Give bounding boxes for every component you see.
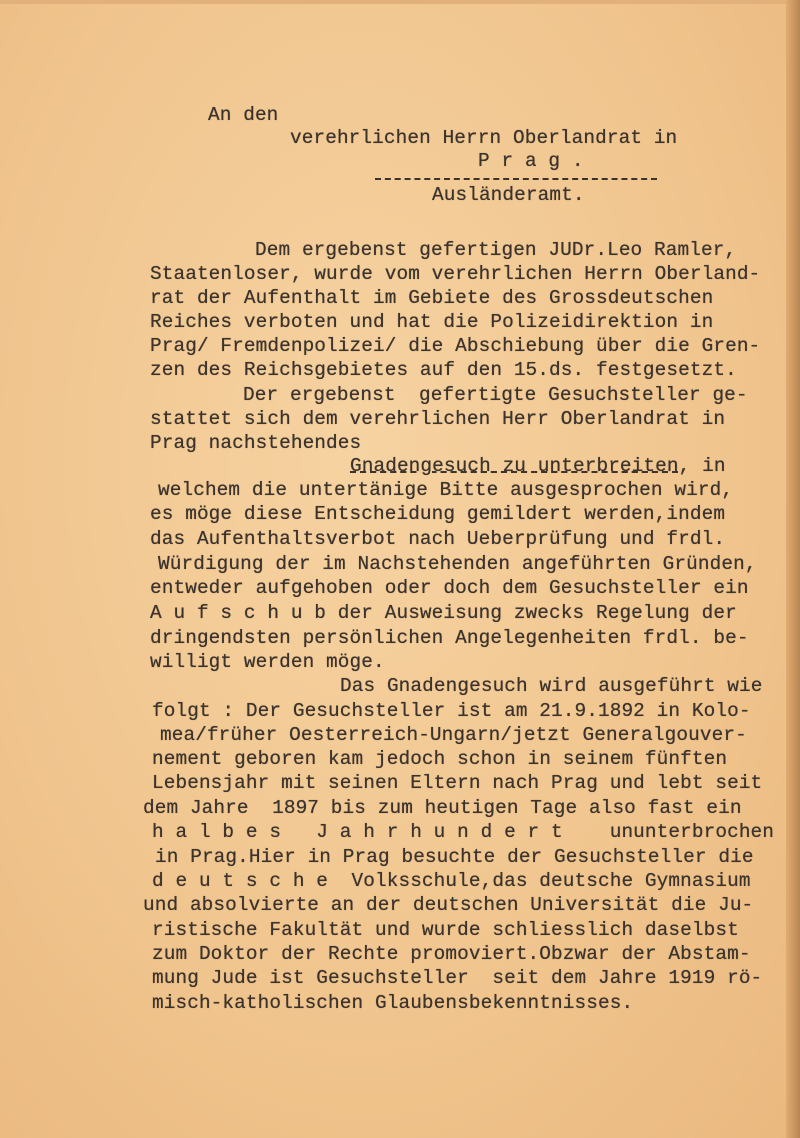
address-divider bbox=[375, 178, 657, 180]
body-line: es möge diese Entscheidung gemildert werden,indem bbox=[150, 503, 726, 525]
body-line: folgt : Der Gesuchsteller ist am 21.9.1892 in Kolo- bbox=[152, 700, 751, 722]
body-line: stattet sich dem verehrlichen Herr Oberlandrat in bbox=[150, 408, 726, 430]
body-line: zum Doktor der Rechte promoviert.Obzwar der Abstam- bbox=[152, 943, 751, 965]
salutation: An den bbox=[208, 104, 279, 126]
body-line bbox=[350, 457, 726, 476]
body-line: zen des Reichsgebietes auf den 15.ds. festgesetzt. bbox=[150, 359, 737, 381]
body-line: d e u t s c h e Volksschule,das deutsche Gymnasium bbox=[152, 870, 751, 892]
body-line: Der ergebenst gefertigte Gesuchsteller ge- bbox=[243, 384, 748, 406]
paper-right-edge bbox=[786, 0, 800, 1138]
body-line: Prag nachstehendes bbox=[150, 432, 362, 454]
body-line: h a l b e s J a h r h u n d e r t ununterbrochen bbox=[152, 821, 775, 843]
recipient-city: P r a g . bbox=[478, 150, 584, 172]
body-line: Lebensjahr mit seinen Eltern nach Prag und lebt seit bbox=[152, 772, 763, 794]
body-line: Prag/ Fremdenpolizei/ die Abschiebung über die Gren- bbox=[150, 335, 761, 357]
body-line: welchem die untertänige Bitte ausgesprochen wird, bbox=[158, 479, 734, 501]
body-line: entweder aufgehoben oder doch dem Gesuchsteller ein bbox=[150, 577, 749, 599]
petition-heading-suffix: , in bbox=[678, 455, 726, 477]
body-line: Würdigung der im Nachstehenden angeführten Gründen, bbox=[158, 553, 757, 575]
body-line: mea/früher Oesterreich-Ungarn/jetzt Generalgouver- bbox=[160, 724, 747, 746]
body-line: dringendsten persönlichen Angelegenheiten frdl. be- bbox=[150, 627, 749, 649]
petition-heading: Gnadengesuch zu unterbreiten bbox=[350, 455, 679, 477]
body-line: in Prag.Hier in Prag besuchte der Gesuchsteller die bbox=[155, 846, 754, 868]
body-line: Reiches verboten und hat die Polizeidirektion in bbox=[150, 311, 714, 333]
body-line: und absolvierte an der deutschen Universität die Ju- bbox=[143, 894, 754, 916]
body-line: willigt werden möge. bbox=[150, 651, 385, 673]
body-line: rat der Aufenthalt im Gebiete des Grossdeutschen bbox=[150, 287, 714, 309]
body-line: ristische Fakultät und wurde schliesslich daselbst bbox=[152, 919, 739, 941]
paper-top-edge bbox=[0, 0, 800, 4]
body-line: Das Gnadengesuch wird ausgeführt wie bbox=[340, 675, 763, 697]
body-line: dem Jahre 1897 bis zum heutigen Tage also fast ein bbox=[143, 797, 742, 819]
recipient-office: Ausländeramt. bbox=[432, 184, 585, 206]
body-line: das Aufenthaltsverbot nach Ueberprüfung und frdl. bbox=[150, 528, 726, 550]
body-line: nement geboren kam jedoch schon in seinem fünften bbox=[152, 748, 728, 770]
body-line: mung Jude ist Gesuchsteller seit dem Jahre 1919 rö- bbox=[152, 967, 763, 989]
body-line: Dem ergebenst gefertigen JUDr.Leo Ramler, bbox=[255, 239, 737, 261]
body-line: misch-katholischen Glaubensbekenntnisses. bbox=[152, 992, 634, 1014]
body-line: Staatenloser, wurde vom verehrlichen Herrn Oberland- bbox=[150, 263, 761, 285]
body-line: A u f s c h u b der Ausweisung zwecks Regelung der bbox=[150, 602, 737, 624]
recipient: verehrlichen Herrn Oberlandrat in bbox=[290, 127, 678, 149]
